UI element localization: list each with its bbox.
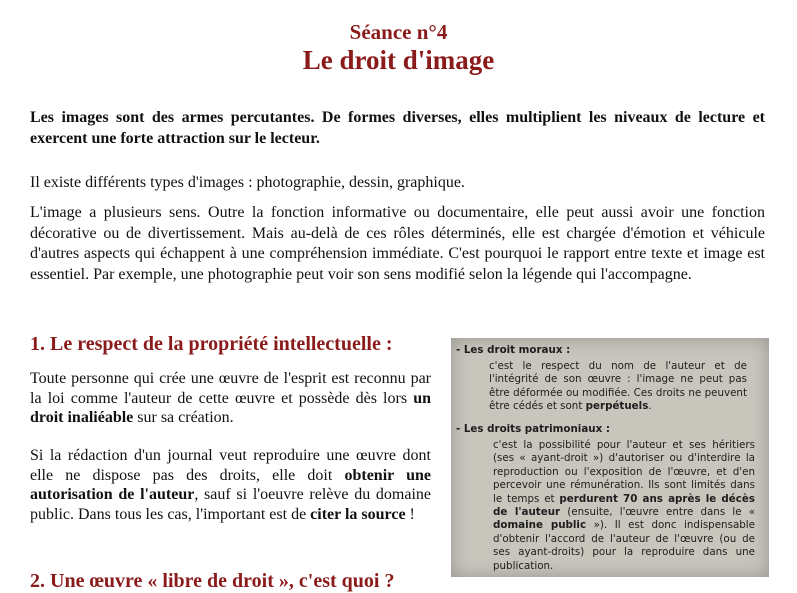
image-meaning-paragraph: L'image a plusieurs sens. Outre la fonction informative ou documentaire, elle peut aussi avoir une fonction décorative ou de divertissement. Mais au-delà de ces rôles déterminés, elle est chargée d'émotion et véhicule d'autres aspects qui échappent à une compréhension immédiate. C'est pourquoi le rapport entre texte et image est essentiel. Par exemple, une photographie peut voir son sens modifié selon la légende qui l'accompagne. bbox=[30, 204, 765, 283]
patrimonial-text-a: c'est la possibilité pour l'auteur et ses héritiers (ses « ayant-droit ») d'autoriser ou d'interdire la reproduction ou l'exposition de l'œuvre, et d'en percevoir une rémunération. Ils sont limités dans le temps et bbox=[493, 439, 755, 505]
p2-text-a: Si la rédaction d'un journal veut reproduire une œuvre dont elle ne dispose pas des droits, elle doit bbox=[30, 447, 431, 484]
p2-bold-source: citer la source bbox=[310, 505, 406, 523]
section1-heading: 1. Le respect de la propriété intellectuelle : bbox=[30, 333, 393, 355]
patrimonial-rights-label: - Les droits patrimoniaux : bbox=[456, 423, 610, 435]
moral-rights-text-c: . bbox=[648, 400, 652, 413]
section1-paragraph-2 bbox=[30, 446, 431, 524]
p1-text-after: sur sa création. bbox=[133, 409, 234, 426]
patrimonial-domaine-public: domaine public bbox=[493, 519, 587, 532]
rights-photo-excerpt bbox=[451, 338, 769, 577]
intro-paragraph: Les images sont des armes percutantes. De formes diverses, elles multiplient les niveaux de lecture et exercent une forte attraction sur le lecteur. bbox=[30, 109, 765, 147]
image-types-paragraph: Il existe différents types d'images : photographie, dessin, graphique. bbox=[30, 174, 465, 191]
p2-text-e: ! bbox=[405, 505, 415, 523]
p2-text-c: , sauf si l'oeuvre relève du domaine public. Dans tous les cas, l'important est de bbox=[30, 486, 431, 523]
page-title: Le droit d'image bbox=[302, 45, 495, 75]
moral-rights-label: - Les droit moraux : bbox=[456, 344, 571, 356]
p1-bold-droit: un droit inaliéable bbox=[30, 389, 431, 426]
section1-paragraph-1 bbox=[30, 369, 431, 428]
p1-text-before: Toute personne qui crée une œuvre de l'esprit est reconnu par la loi comme l'auteur de cette œuvre et possède dès lors bbox=[30, 370, 431, 407]
section2-heading: 2. Une œuvre « libre de droit », c'est quoi ? bbox=[30, 570, 395, 592]
patrimonial-rights-text bbox=[493, 439, 755, 573]
patrimonial-text-c: (ensuite, l'œuvre entre dans le « bbox=[560, 506, 755, 519]
session-number: Séance n°4 bbox=[349, 20, 448, 44]
moral-rights-perpetuels: perpétuels bbox=[585, 400, 649, 413]
p2-bold-autorisation: obtenir une autorisation de l'auteur bbox=[30, 466, 431, 503]
patrimonial-text-e: »). Il est donc indispensable d'obtenir l'accord de l'auteur de l'œuvre (ou de ses ayant-droits) pour la reproduire dans une publication. bbox=[493, 519, 755, 572]
moral-rights-text-a: c'est le respect du nom de l'auteur et de l'intégrité de son œuvre : l'image ne peut pas être déformée ou modifiée. Ces droits ne peuvent être cédés et sont bbox=[489, 360, 747, 413]
patrimonial-70-ans: perdurent 70 ans après le décès de l'auteur bbox=[493, 492, 755, 519]
moral-rights-text bbox=[489, 360, 747, 414]
